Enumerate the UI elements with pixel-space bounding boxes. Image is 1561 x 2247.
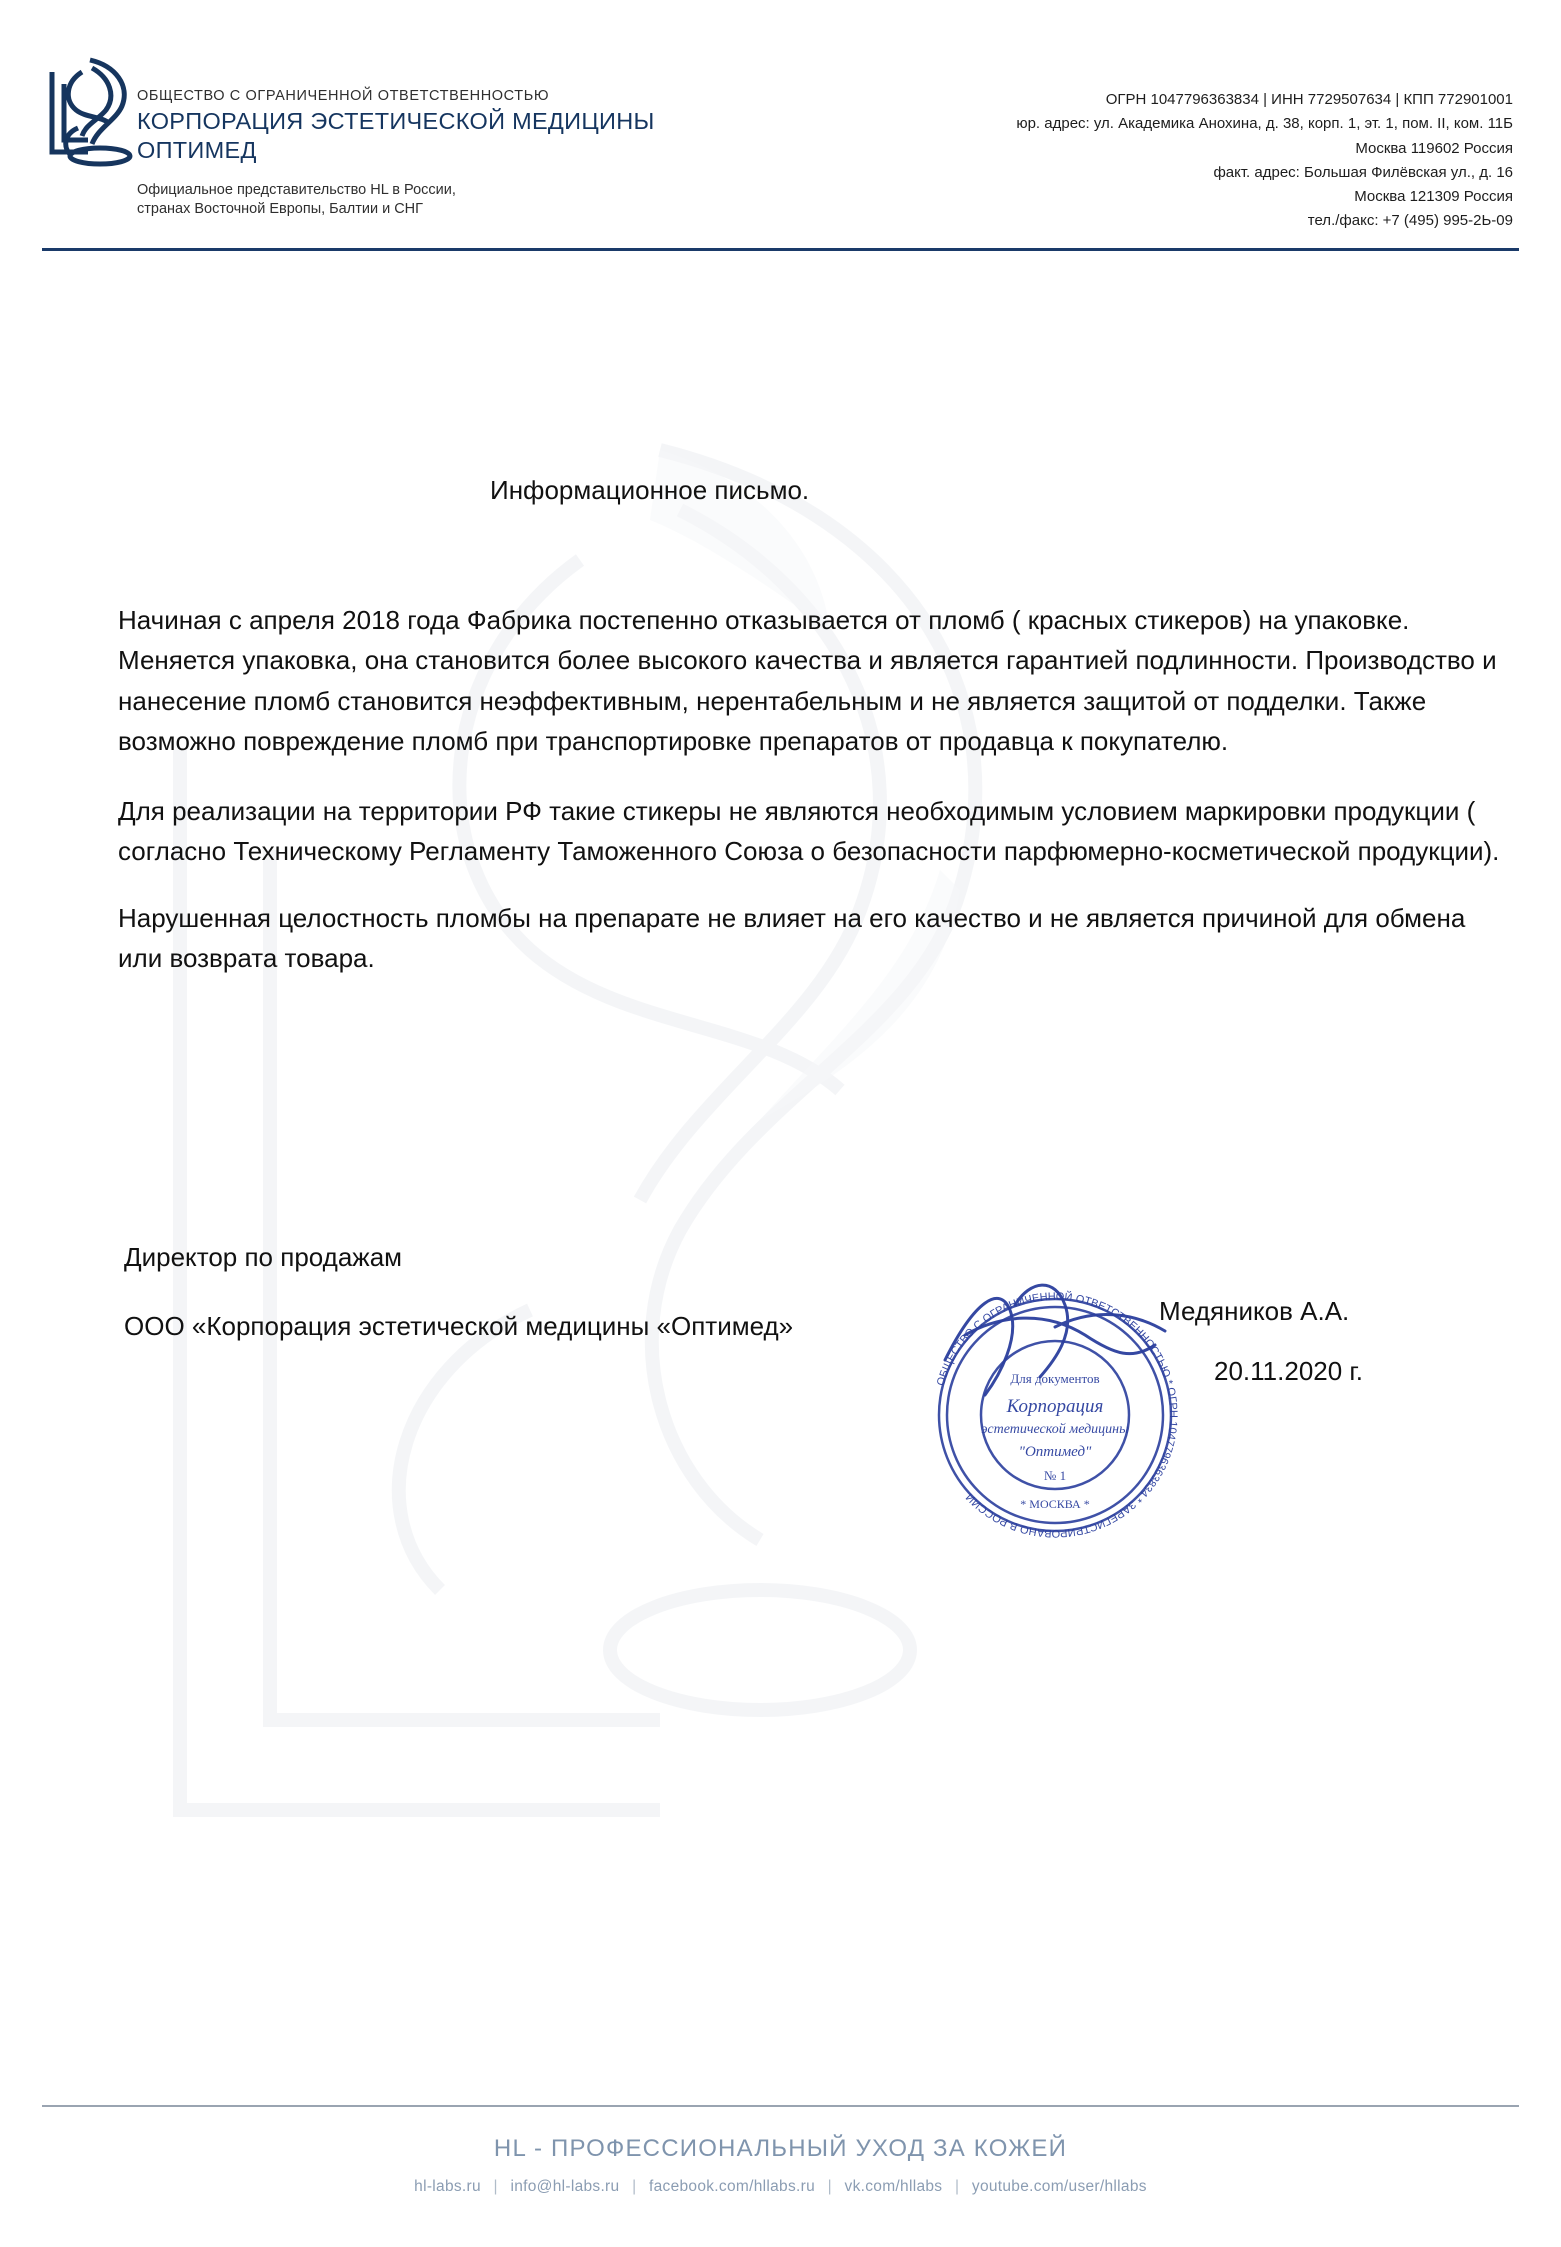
body-paragraph-1: Начиная с апреля 2018 года Фабрика постепенно отказывается от пломб ( красных стикеров) на упаковке. Меняется упаковка, она становится более высокого качества и является гарантией подлинности. Производство и нанесение пломб становится неэффективным, нерентабельным и не является защитой от подделки. Также возможно повреждение пломб при транспортировке препаратов от продавца к покупателю.: [118, 605, 1497, 756]
requisites-line-legal-city: Москва 119602 Россия: [1355, 139, 1513, 157]
company-requisites: [873, 88, 1513, 234]
signature-date: 20.11.2020 г.: [1214, 1356, 1363, 1386]
requisites-line-actual-city: Москва 121309 Россия: [1354, 188, 1513, 206]
body-paragraph-2: Для реализации на территории РФ такие стикеры не являются необходимым условием маркировки продукции ( согласно Техническому Регламенту Таможенного Союза о безопасности парфюмерно-косметической продукции).: [118, 796, 1500, 867]
svg-text:ОБЩЕСТВО С ОГРАНИЧЕННОЙ ОТВЕТС: ОБЩЕСТВО С ОГРАНИЧЕННОЙ ОТВЕТСТВЕННОСТЬЮ * ОГРН 1047796363834 * ЗАРЕГИСТРИРОВАНО В РОССИИ: [934, 1290, 1180, 1540]
svg-text:Для документов: Для документов: [1010, 1371, 1100, 1386]
footer-link-youtube[interactable]: youtube.com/user/hllabs: [971, 2178, 1147, 2195]
company-legal-form: ОБЩЕСТВО С ОГРАНИЧЕННОЙ ОТВЕТСТВЕННОСТЬЮ: [137, 88, 550, 104]
footer-link-divider-2: |: [632, 2178, 637, 2195]
company-name-line2: ОПТИМЕД: [137, 137, 257, 164]
footer-links: [0, 2178, 1561, 2196]
svg-text:Корпорация: Корпорация: [1006, 1396, 1104, 1417]
page-title: Информационное письмо.: [490, 475, 810, 505]
company-identity: [137, 88, 747, 220]
document-body: [118, 600, 1503, 1008]
company-representation: [137, 181, 747, 220]
watermark-graphic: [60, 330, 1240, 2030]
letterhead-header: [0, 0, 1561, 250]
footer-link-vk[interactable]: vk.com/hllabs: [844, 2178, 943, 2195]
footer-divider: [42, 2105, 1519, 2107]
footer-link-email[interactable]: info@hl-labs.ru: [510, 2178, 620, 2195]
footer-slogan: HL - ПРОФЕССИОНАЛЬНЫЙ УХОД ЗА КОЖЕЙ: [493, 2135, 1068, 2162]
footer-link-facebook[interactable]: facebook.com/hllabs.ru: [649, 2178, 815, 2195]
company-representation-line1: Официальное представительство HL в России,: [137, 181, 456, 198]
svg-text:№ 1: № 1: [1043, 1468, 1067, 1483]
company-logo-icon: [40, 52, 150, 167]
svg-text:* МОСКВА *: * МОСКВА *: [1020, 1497, 1090, 1511]
signatory-position: Директор по продажам: [124, 1242, 403, 1272]
body-paragraph-3: Нарушенная целостность пломбы на препарате не влияет на его качество и не является причиной для обмена или возврата товара.: [118, 902, 1466, 974]
requisites-line-phone: тел./факс: +7 (495) 995-2Ь-09: [1307, 212, 1513, 230]
company-name: [137, 107, 747, 164]
svg-text:"Оптимед": "Оптимед": [1018, 1444, 1092, 1460]
header-divider: [42, 248, 1519, 251]
footer-link-website[interactable]: hl-labs.ru: [414, 2178, 481, 2195]
footer-link-divider-3: |: [827, 2178, 832, 2195]
company-representation-line2: странах Восточной Европы, Балтии и СНГ: [137, 201, 423, 218]
svg-text:эстетической медицины: эстетической медицины: [981, 1422, 1129, 1437]
footer-link-divider-1: |: [493, 2178, 498, 2195]
signatory-name: Медяников А.А.: [1159, 1296, 1350, 1326]
requisites-line-legal-address: юр. адрес: ул. Академика Анохина, д. 38, корп. 1, эт. 1, пом. II, ком. 11Б: [1016, 115, 1513, 133]
company-name-line1: КОРПОРАЦИЯ ЭСТЕТИЧЕСКОЙ МЕДИЦИНЫ: [137, 108, 655, 135]
requisites-line-actual-address: факт. адрес: Большая Филёвская ул., д. 16: [1213, 163, 1513, 181]
footer-link-divider-4: |: [954, 2178, 960, 2195]
requisites-line-ogrn: ОГРН 1047796363834 | ИНН 7729507634 | КПП 772901001: [1105, 91, 1513, 108]
signatory-organization: ООО «Корпорация эстетической медицины «Оптимед»: [124, 1311, 794, 1341]
